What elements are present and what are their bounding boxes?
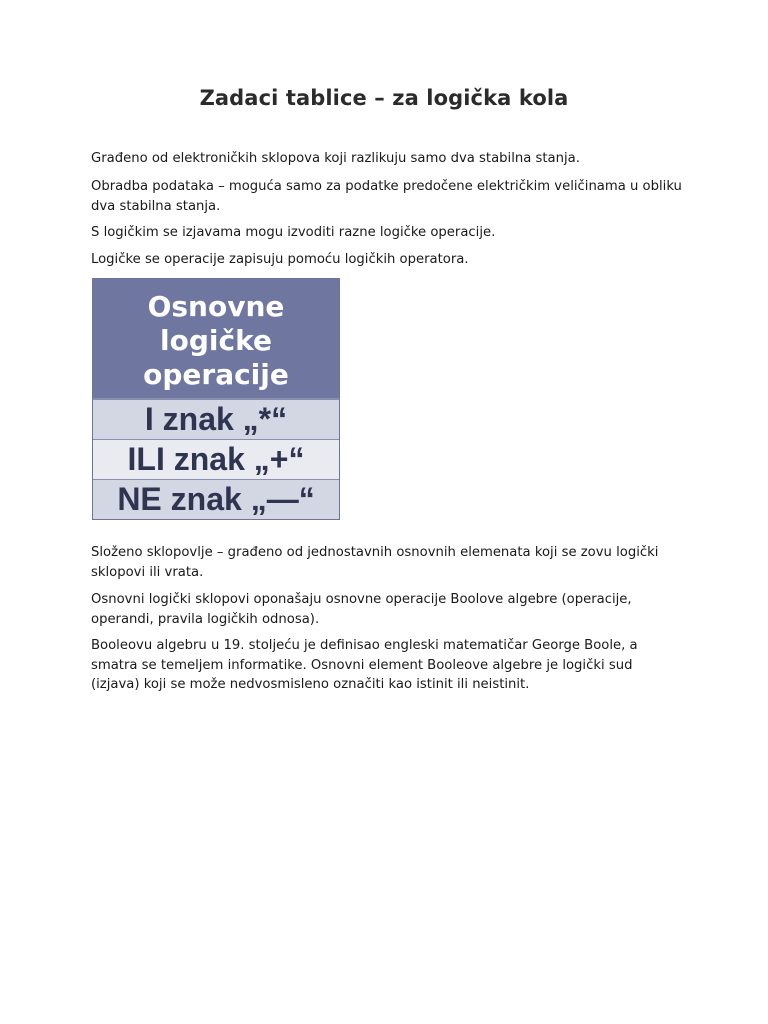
table-row-not: NE znak „—“ [93,479,339,519]
paragraph: Logičke se operacije zapisuju pomoću logičkih operatora. [91,252,469,267]
logic-operations-table [92,278,340,520]
paragraph: Složeno sklopovlje – građeno od jednostavnih osnovnih elemenata koji se zovu logički sklopovi ili vrata. [91,545,659,580]
paragraph: Booleovu algebru u 19. stoljeću je definisao engleski matematičar George Boole, a smatra se temeljem informatike. Osnovni element Booleove algebre je logički sud (izjava) koji se može nedvosmisleno označiti kao istinit ili neistinit. [91,638,638,692]
table-row-or: ILI znak „+“ [93,439,339,479]
table-header-text: Osnovne logičke operacije [143,289,289,391]
table-header [93,279,339,399]
page-title: Zadaci tablice – za logička kola [199,86,569,110]
paragraph: Građeno od elektroničkih sklopova koji razlikuju samo dva stabilna stanja. [91,151,580,166]
table-row-and: I znak „*“ [93,399,339,439]
paragraph: Obradba podataka – moguća samo za podatke predočene električkim veličinama u obliku dva stabilna stanja. [91,179,682,214]
paragraph: Osnovni logički sklopovi oponašaju osnovne operacije Boolove algebre (operacije, operandi, pravila logičkih odnosa). [91,592,632,627]
paragraph: S logičkim se izjavama mogu izvoditi razne logičke operacije. [91,225,496,240]
